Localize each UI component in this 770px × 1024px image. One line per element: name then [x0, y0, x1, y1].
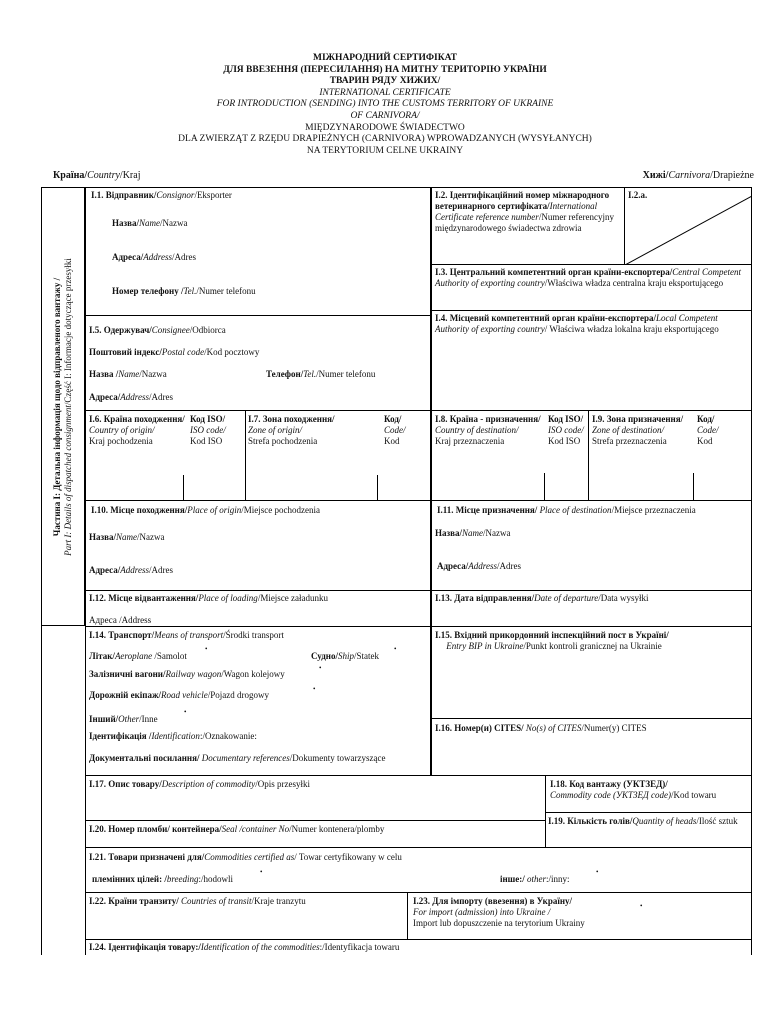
consignor-phone-label: Номер телефону /Tel./Numer telefonu — [112, 286, 256, 296]
field-countries-of-transit[interactable]: I.22. Країни транзиту/ Countries of transit/Kraje tranzytu — [85, 892, 408, 940]
title-en: INTERNATIONAL CERTIFICATE — [319, 87, 451, 98]
field-for-import[interactable]: I.23. Для імпорту (ввезення) в Україну/ For import (admission) into Ukraine / Import lub dopuszczenie na terytorium Ukrainy • — [407, 892, 752, 940]
field-place-of-loading[interactable]: I.12. Місце відвантаження/Place of loading/Miejsce załadunku Адреса /Address — [85, 590, 431, 627]
transport-aeroplane[interactable]: Літак/Aeroplane /Samolot — [89, 651, 187, 661]
consignor-address-label: Адреса/Address/Adres — [112, 252, 196, 262]
subtitle-ua: ДЛЯ ВВЕЗЕННЯ (ПЕРЕСИЛАННЯ) НА МИТНУ ТЕРИТОРІЮ УКРАЇНИ — [223, 64, 547, 75]
certified-breeding[interactable]: племінних цілей: /breeding:/hodowli — [92, 874, 234, 884]
field-consignee[interactable]: I.5. Одержувач/Consignee/Odbiorca Поштовий індекс/Postal code/Kod pocztowy Назва /Name/Nazwa Телефон/Tel./Numer telefonu Адреса/Address/Adres — [85, 315, 431, 411]
field-description-of-commodity[interactable]: I.17. Опис товару/Description of commodity/Opis przesyłki — [85, 775, 546, 821]
field-commodities-certified-as[interactable]: I.21. Товари призначені для/Commodities certified as/ Towar certyfikowany w celu племінних цілей: /breeding:/hodowli • інше:/ other:/inny: • — [85, 847, 752, 893]
field-country-of-origin[interactable]: I.6. Країна походження/ Country of origin/ Kraj pochodzenia Код ISO/ ISO code/ Kod ISO — [85, 410, 246, 501]
consignor-name-label: Назва/Name/Nazwa — [112, 218, 188, 228]
field-means-of-transport[interactable]: I.14. Транспорт/Means of transport/Środki transport Літак/Aeroplane /Samolot • Судно/Ship/Statek • Залізничні вагони/Railway wagon/Wagon kolejowy • Дорожній екіпаж/Road vehicle/Pojazd drogowy • Інший/Other/Inne • Ідентифікація /Identification:/Oznakowanie: Документальні посилання/ Documentary references/Dokumenty towarzyszące — [85, 626, 431, 776]
carnivora-label: Хижі/Carnivora/Drapieżne — [642, 170, 754, 181]
field-local-authority[interactable]: I.4. Місцевий компетентний орган країни-експортера/Local Competent Authority of exporting country/ Właściwa władza lokalna kraju eksportującego — [431, 310, 752, 411]
field-identification-of-commodities[interactable]: I.24. Ідентифікація товару:/Identification of the commodities:/Identyfikacja towaru — [85, 939, 752, 955]
transport-road[interactable]: Дорожній екіпаж/Road vehicle/Pojazd drogowy — [89, 690, 269, 700]
field-place-of-origin[interactable]: I.10. Місце походження/Place of origin/Miejsce pochodzenia Назва/Name/Nazwa Адреса/Address/Adres — [85, 500, 431, 591]
certified-other[interactable]: інше:/ other:/inny: — [500, 874, 570, 884]
subtitle-ua-2: ТВАРИН РЯДУ ХИЖИХ/ — [329, 76, 441, 87]
field-consignor[interactable]: I.1. Відправник/Consignor/Eksporter Назва/Name/Nazwa Адреса/Address/Adres Номер телефону /Tel./Numer telefonu — [85, 187, 431, 316]
transport-other[interactable]: Інший/Other/Inne — [89, 714, 158, 724]
field-zone-of-origin[interactable]: I.7. Зона походження/ Zone of origin/ Strefa pochodzenia Код/ Code/ Kod — [245, 410, 431, 501]
certificate-header — [0, 53, 770, 157]
field-certificate-reference[interactable]: I.2. Ідентифікаційний номер міжнародного ветеринарного сертифіката/International Certificate reference number/Numer referencyjny międzynarodowego świadectwa zdrowia — [431, 187, 625, 265]
subtitle-en-2: OF CARNIVORA/ — [350, 110, 420, 121]
field-date-of-departure[interactable]: I.13. Дата відправлення/Date of departure/Data wysyłki — [431, 590, 752, 627]
field-commodity-code[interactable]: I.18. Код вантажу (УКТЗЕД)/ Commodity code (УКТЗЕД code)/Kod towaru — [545, 775, 752, 813]
field-place-of-destination[interactable]: I.11. Місце призначення/ Place of destination/Miejsce przeznaczenia Назва/Name/Nazwa Адреса/Address/Adres — [431, 500, 752, 591]
transport-identification: Ідентифікація /Identification:/Oznakowanie: — [89, 731, 257, 741]
field-certificate-2a[interactable]: I.2.a. — [624, 187, 752, 265]
subtitle-pl: DLA ZWIERZĄT Z RZĘDU DRAPIEŻNYCH (CARNIVORA) WPROWADZANYCH (WYSYŁANYCH) — [178, 134, 592, 145]
consignee-address-label: Адреса/Address/Adres — [89, 392, 173, 402]
subtitle-pl-2: NA TERYTORIUM CELNE UKRAINY — [306, 145, 464, 156]
subtitle-en: FOR INTRODUCTION (SENDING) INTO THE CUSTOMS TERRITORY OF UKRAINE — [216, 99, 554, 110]
transport-documentary-references: Документальні посилання/ Documentary references/Dokumenty towarzyszące — [89, 753, 386, 763]
field-country-of-destination[interactable]: I.8. Країна - призначення/ Country of destination/ Kraj przeznaczenia Код ISO/ ISO code/ Kod ISO — [431, 410, 589, 501]
part-one-side-label: Частина I: Детальна інформація щодо відправленого вантажу / Part I: Details of dispatched consignment/Część I: Informacje dotyczące przesyłki — [41, 187, 85, 626]
title-pl: MIĘDZYNARODOWE ŚWIADECTWO — [305, 122, 465, 133]
title-ua: МІЖНАРОДНИЙ СЕРТИФІКАТ — [313, 53, 457, 63]
diagonal-strike-icon — [625, 188, 752, 265]
consignee-name-label: Назва /Name/Nazwa — [89, 369, 167, 379]
field-entry-bip[interactable]: I.15. Вхідний прикордонний інспекційний пост в Україні/ Entry BIP in Ukraine/Punkt kontroli granicznej na Ukrainie — [431, 626, 752, 719]
consignee-postal-label: Поштовий індекс/Postal code/Kod pocztowy — [89, 347, 260, 357]
field-central-authority[interactable]: I.3. Центральний компетентний орган країни-експортера/Central Competent Authority of exporting country/Właściwa władza centralna kraju eksportującego — [431, 264, 752, 311]
field-zone-of-destination[interactable]: I.9. Зона призначення/ Zone of destination/ Strefa przeznaczenia Код/ Code/ Kod — [588, 410, 752, 501]
transport-ship[interactable]: Судно/Ship/Statek — [311, 651, 379, 661]
field-quantity-of-heads[interactable]: I.19. Кількість голів/Quantity of heads/Ilość sztuk — [545, 812, 752, 848]
consignee-phone-label: Телефон/Tel./Numer telefonu — [266, 369, 376, 379]
transport-railway[interactable]: Залізничні вагони/Railway wagon/Wagon kolejowy — [89, 669, 285, 679]
field-cites-numbers[interactable]: I.16. Номер(и) CITES/ No(s) of CITES/Numer(y) CITES — [431, 718, 752, 776]
country-label: Країна/Country/Kraj — [53, 170, 141, 181]
field-seal-container-number[interactable]: I.20. Номер пломби/ контейнера/Seal /container No/Numer kontenera/plomby — [85, 820, 546, 848]
